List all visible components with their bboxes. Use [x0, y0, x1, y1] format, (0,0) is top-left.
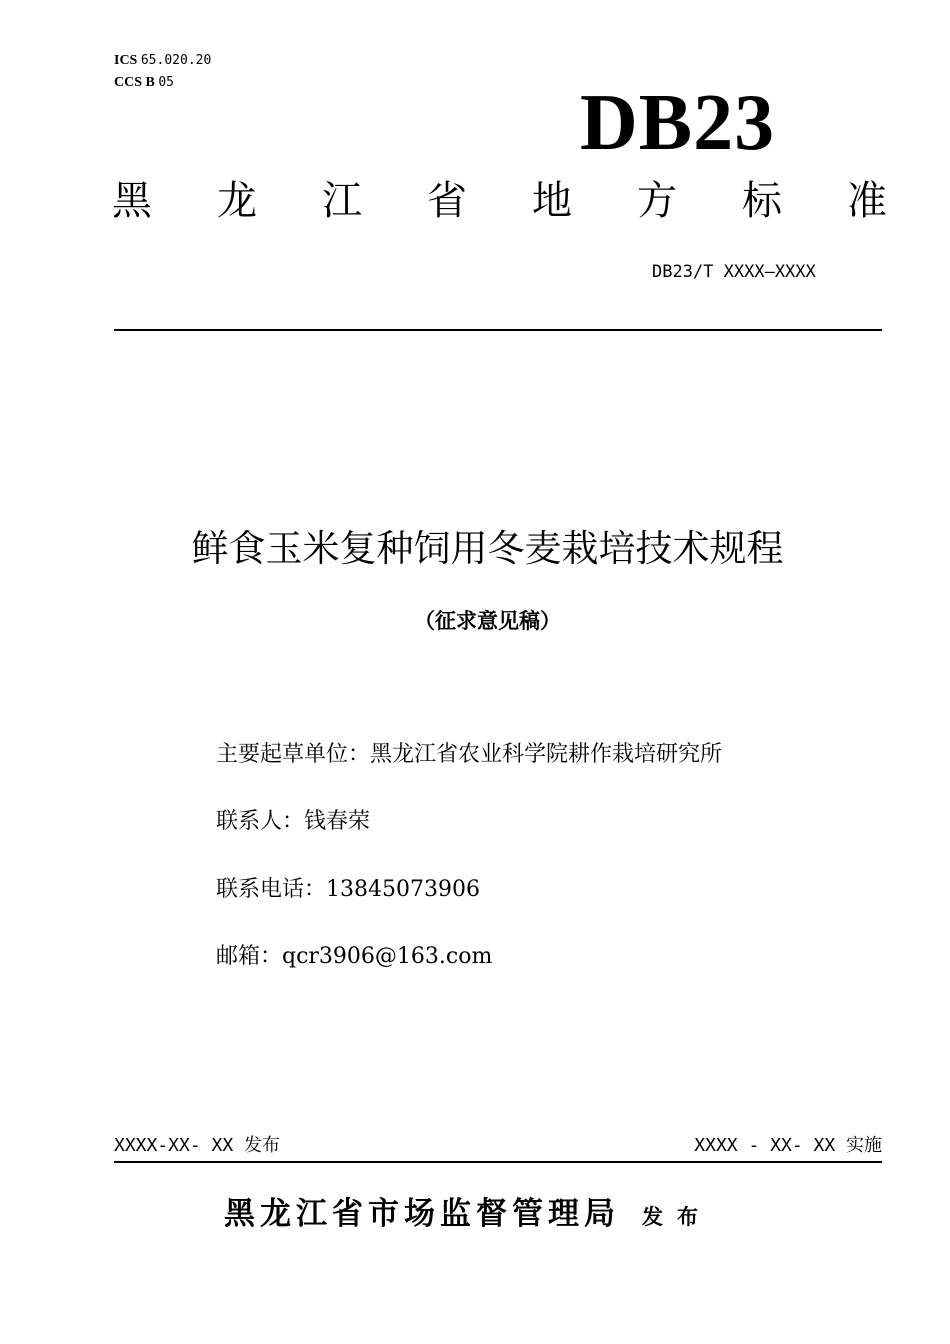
email-line [216, 942, 492, 972]
contact-person-line [216, 807, 370, 837]
issue-date: XXXX-XX- XX 发布 [114, 1135, 281, 1156]
publisher-line [224, 1193, 712, 1238]
ics-label: ICS [114, 53, 138, 68]
drafting-unit-label: 主要起草单位： [216, 742, 371, 767]
document-title: 鲜食玉米复种饲用冬麦栽培技术规程 [191, 527, 784, 570]
ccs-code: 05 [158, 75, 175, 90]
standard-type-char: 标 [742, 178, 782, 224]
publisher-name: 黑龙江省市场监督管理局 [224, 1196, 620, 1232]
email-label: 邮箱： [216, 944, 283, 969]
ccs-code-line [114, 72, 211, 94]
standard-type-char: 方 [637, 178, 677, 224]
standard-type-char: 省 [427, 178, 467, 224]
phone-label: 联系电话： [216, 877, 327, 902]
ics-code: 65.020.20 [140, 53, 212, 68]
contact-person-value: 钱春荣 [304, 809, 371, 834]
effective-date: XXXX - XX- XX 实施 [694, 1135, 882, 1156]
drafting-unit-value: 黑龙江省农业科学院耕作栽培研究所 [370, 742, 723, 767]
ccs-label: CCS B [114, 75, 155, 90]
email-value: qcr3906@163.com [282, 944, 493, 969]
document-subtitle: （征求意见稿） [414, 609, 561, 633]
classification-codes [114, 50, 211, 94]
standard-type-char: 黑 [112, 178, 152, 224]
standard-type-char: 地 [532, 178, 572, 224]
drafting-unit-line [216, 740, 722, 770]
standard-type-char: 龙 [217, 178, 257, 224]
contact-person-label: 联系人： [216, 809, 305, 834]
standard-type-char: 江 [322, 178, 362, 224]
publish-suffix: 发布 [642, 1205, 712, 1229]
footer-divider [114, 1161, 882, 1163]
header-divider [114, 329, 882, 331]
phone-line [216, 875, 480, 905]
standard-type-char: 准 [847, 178, 887, 224]
standard-number: DB23/T XXXX—XXXX [652, 262, 816, 282]
db23-logo: DB23 [580, 79, 776, 167]
date-row [114, 1133, 882, 1159]
phone-value: 13845073906 [326, 877, 480, 902]
ics-code-line [114, 50, 211, 72]
standard-type-heading [112, 176, 887, 226]
